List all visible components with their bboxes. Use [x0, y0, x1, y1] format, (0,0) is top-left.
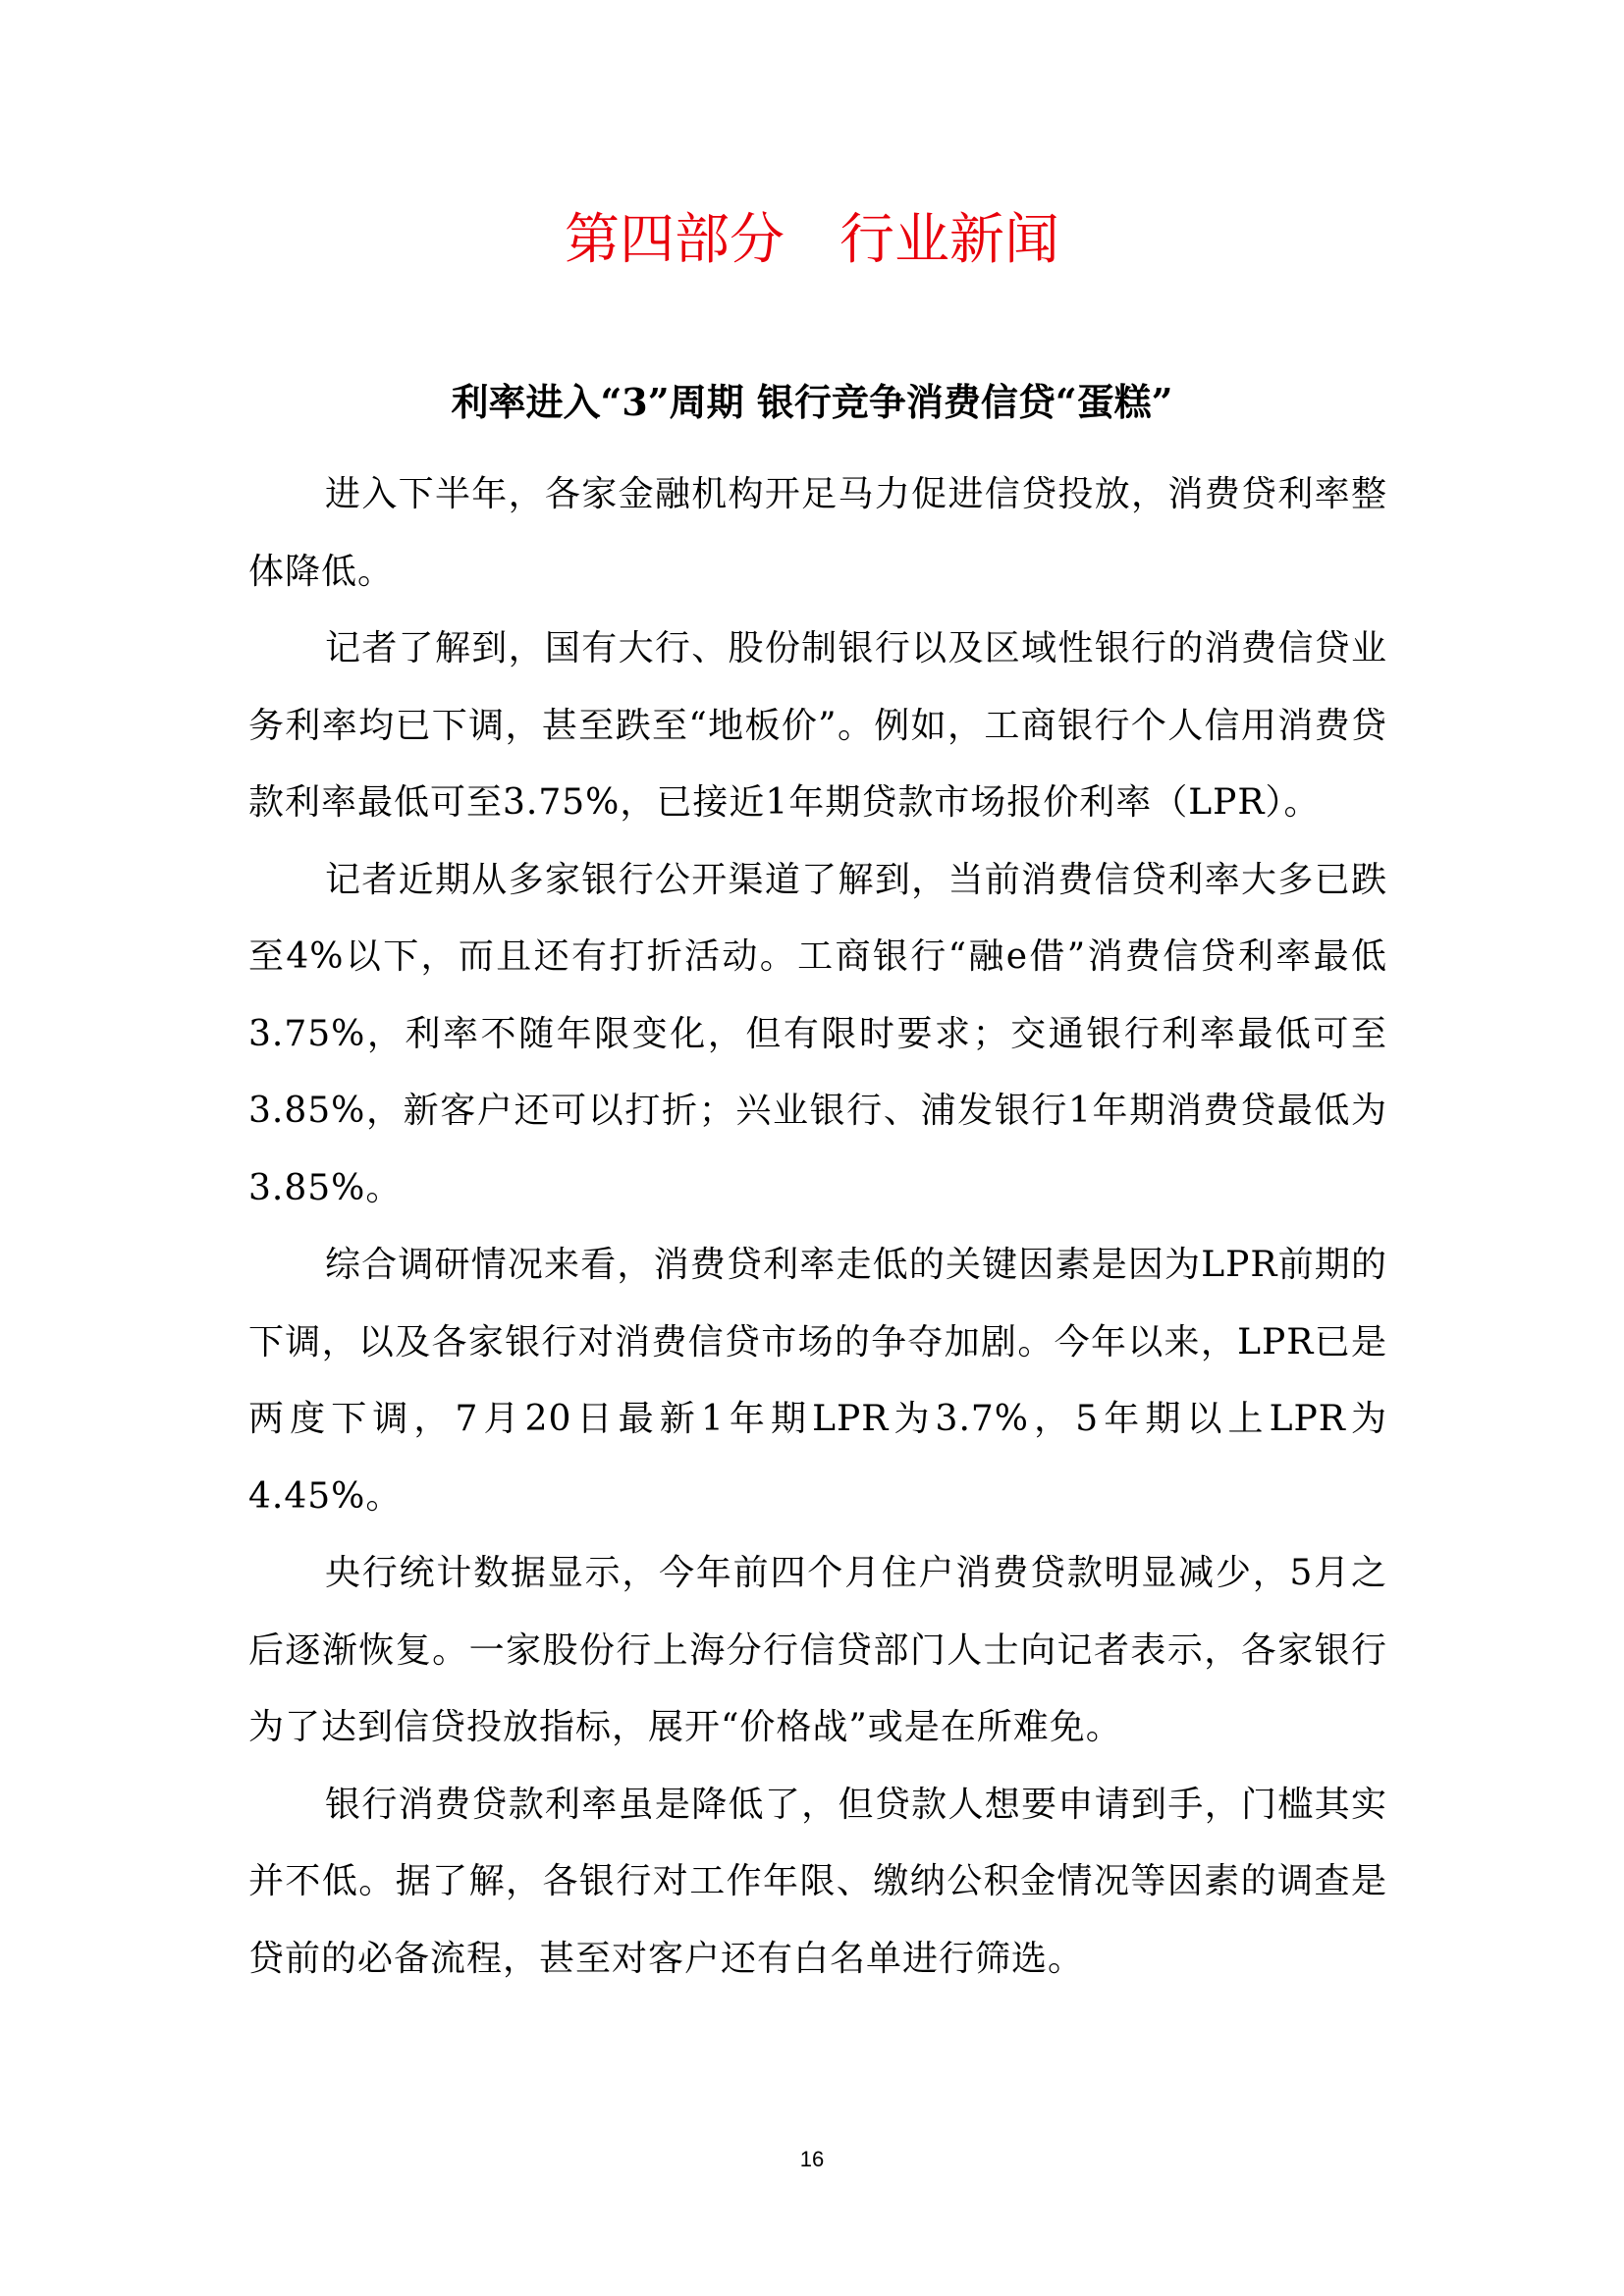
- paragraph: 记者了解到，国有大行、股份制银行以及区域性银行的消费信贷业务利率均已下调，甚至跌至“地板价”。例如，工商银行个人信用消费贷款利率最低可至3.75%，已接近1年期贷款市场报价利率（LPR）。: [248, 628, 1387, 823]
- paragraph: 进入下半年，各家金融机构开足马力促进信贷投放，消费贷利率整体降低。: [248, 474, 1387, 592]
- article-title: 利率进入“3”周期 银行竞争消费信贷“蛋糕”: [451, 380, 1173, 424]
- paragraph: 银行消费贷款利率虽是降低了，但贷款人想要申请到手，门槛其实并不低。据了解，各银行对工作年限、缴纳公积金情况等因素的调查是贷前的必备流程，甚至对客户还有白名单进行筛选。: [248, 1784, 1387, 1979]
- paragraph: 记者近期从多家银行公开渠道了解到，当前消费信贷利率大多已跌至4%以下，而且还有打折活动。工商银行“融e借”消费信贷利率最低3.75%，利率不随年限变化，但有限时要求；交通银行利率最低可至3.85%，新客户还可以打折；兴业银行、浦发银行1年期消费贷最低为3.85%。: [248, 859, 1387, 1208]
- section-title: 第四部分 行业新闻: [565, 208, 1059, 272]
- paragraph: 综合调研情况来看，消费贷利率走低的关键因素是因为LPR前期的下调，以及各家银行对消费信贷市场的争夺加剧。今年以来，LPR已是两度下调，7月20日最新1年期LPR为3.7%，5年期以上LPR为4.45%。: [248, 1245, 1387, 1517]
- article-body: [248, 456, 1387, 1998]
- page-number: 16: [799, 2147, 825, 2171]
- paragraph: 央行统计数据显示，今年前四个月住户消费贷款明显减少，5月之后逐渐恢复。一家股份行上海分行信贷部门人士向记者表示，各家银行为了达到信贷投放指标，展开“价格战”或是在所难免。: [248, 1553, 1387, 1747]
